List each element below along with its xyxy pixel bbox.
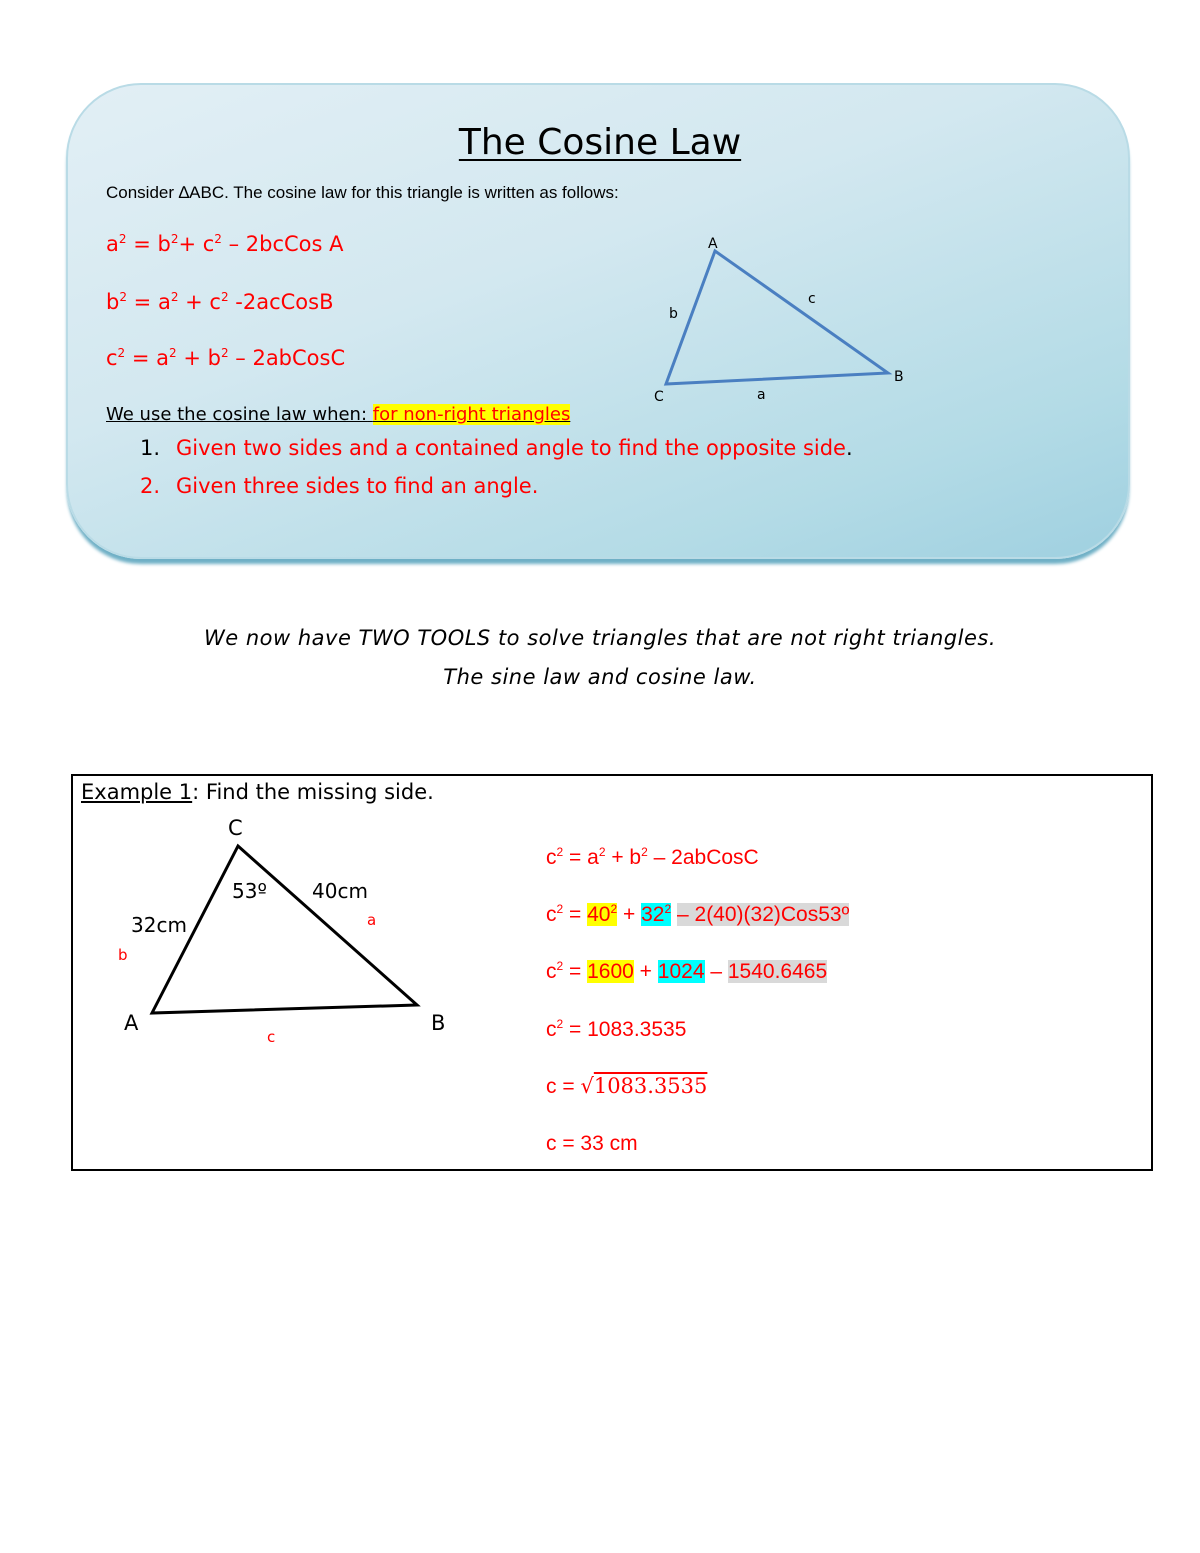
triangle-abc [666, 251, 888, 384]
vertex-c-label: C [654, 389, 664, 405]
vertex-b-label: B [431, 1011, 446, 1035]
tools-line-1: We now have TWO TOOLS to solve triangles that are not right triangles. [203, 626, 997, 650]
vertex-a-label: A [708, 236, 718, 252]
usage-highlight: for non-right triangles [372, 404, 571, 425]
usage-line: We use the cosine law when: for non-right triangles [106, 404, 571, 425]
case-1: 1. Given two sides and a contained angle to find the opposite side. [140, 436, 853, 460]
vertex-a-label: A [124, 1011, 139, 1035]
intro-text: Consider ∆ABC. The cosine law for this triangle is written as follows: [106, 183, 619, 202]
side-b-label: b [118, 946, 128, 964]
side-c-label: c [808, 291, 816, 307]
step-2: $c^2 = 40^2 + 32^2$ – 2(40)(32)Cos53º [546, 902, 850, 926]
tools-line-2: The sine law and cosine law. [443, 665, 757, 689]
step-1: $c^2 = a^2 + b^2$ – 2abCosC [546, 845, 759, 869]
side-cb-length: 32cm [131, 913, 187, 937]
step-6: c = 33 cm [546, 1132, 638, 1155]
vertex-b-label: B [894, 369, 904, 385]
page-title: The Cosine Law [458, 122, 742, 163]
example-triangle-diagram [100, 808, 470, 1053]
formula-c: $c^2 = a^2 + b^2$ – 2abCosC [106, 346, 346, 370]
side-c-label: c [267, 1028, 276, 1046]
step-4: $c^2 = 1083.3535$ [546, 1017, 687, 1041]
angle-c-label: 53º [232, 879, 267, 903]
side-a-label: a [367, 911, 377, 929]
triangle-diagram-abc [640, 228, 920, 410]
step-3: $c^2 = 1600 + 1024 - 1540.6465$ [546, 959, 828, 983]
side-b-label: b [669, 306, 678, 322]
case-2: 2. Given three sides to find an angle. [140, 474, 539, 498]
formula-b: $b^2 = a^2 + c^2$ -2acCosB [106, 290, 334, 314]
example-1-title: Example 1: Find the missing side. [81, 780, 434, 804]
side-ca-length: 40cm [312, 879, 368, 903]
side-a-label: a [757, 387, 766, 403]
example-triangle [152, 846, 417, 1013]
vertex-c-label: C [228, 816, 243, 840]
step-5: c = √1083.3535 [546, 1074, 708, 1098]
formula-a: $a^2 = b^2+ c^2$ – 2bcCos A [106, 232, 344, 256]
